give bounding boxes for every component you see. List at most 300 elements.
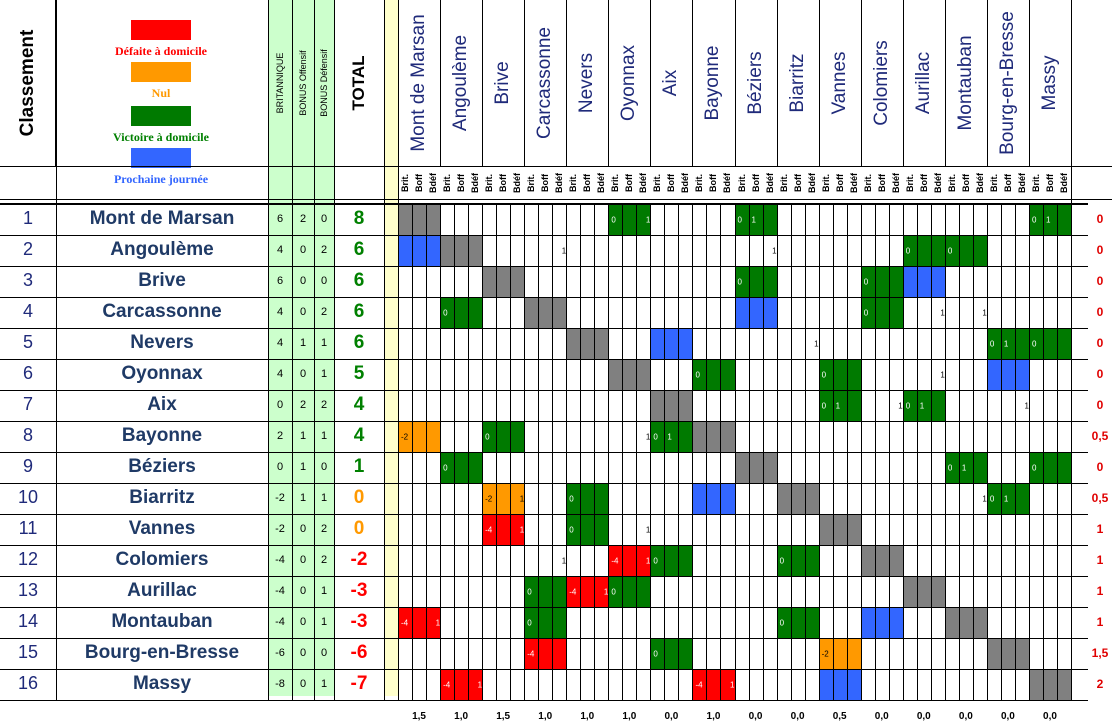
sub-header-label: Bdéf bbox=[470, 172, 481, 193]
team-column-header bbox=[735, 0, 778, 166]
match-subcell bbox=[778, 546, 792, 576]
match-cell bbox=[1029, 390, 1072, 422]
match-subcell bbox=[848, 391, 862, 421]
sub-header-label: Brit. bbox=[694, 173, 705, 192]
match-subcell bbox=[483, 298, 497, 328]
match-subcell bbox=[707, 391, 721, 421]
row-team-name: Montauban bbox=[111, 611, 213, 632]
match-cell bbox=[945, 204, 988, 236]
sub-header-label: Bdéf bbox=[890, 172, 901, 193]
match-cell bbox=[566, 638, 609, 670]
match-subcell bbox=[413, 670, 427, 700]
match-subcell bbox=[988, 546, 1002, 576]
match-subcell bbox=[511, 484, 525, 514]
row-rank: 8 bbox=[22, 425, 33, 445]
match-subcell bbox=[469, 546, 483, 576]
match-subcell bbox=[497, 329, 511, 359]
match-subcell bbox=[764, 453, 778, 483]
match-subcell bbox=[707, 453, 721, 483]
match-cell bbox=[735, 359, 778, 391]
boff-header bbox=[292, 0, 314, 166]
match-subcell bbox=[469, 515, 483, 545]
match-subcell bbox=[862, 484, 876, 514]
match-subcell bbox=[904, 205, 918, 235]
match-cell bbox=[608, 576, 651, 608]
match-cell bbox=[566, 514, 609, 546]
row-team-name: Angoulème bbox=[110, 239, 214, 260]
match-subcell bbox=[497, 298, 511, 328]
match-cell bbox=[987, 483, 1030, 515]
match-subcell-value: 1 bbox=[961, 463, 967, 473]
sub-header-label: Bdéf bbox=[1058, 172, 1069, 193]
match-subcell bbox=[820, 546, 834, 576]
match-subcell bbox=[665, 329, 679, 359]
team-column-header bbox=[524, 0, 567, 166]
match-subcell bbox=[469, 484, 483, 514]
match-subcell bbox=[834, 422, 848, 452]
match-cell bbox=[735, 638, 778, 670]
match-cell bbox=[692, 297, 735, 329]
match-subcell-value: -2 bbox=[485, 494, 493, 504]
match-cell bbox=[861, 669, 904, 701]
row-right-value: 1,5 bbox=[1091, 646, 1109, 660]
match-subcell bbox=[567, 670, 581, 700]
match-subcell bbox=[693, 360, 707, 390]
match-subcell bbox=[848, 577, 862, 607]
match-subcell bbox=[707, 484, 721, 514]
match-subcell bbox=[679, 298, 693, 328]
match-subcell bbox=[764, 236, 778, 266]
team-column-label: Bayonne bbox=[702, 45, 724, 121]
match-cell bbox=[398, 204, 441, 236]
match-subcell bbox=[792, 453, 806, 483]
match-subcell bbox=[679, 360, 693, 390]
match-cell bbox=[819, 390, 862, 422]
match-subcell bbox=[413, 360, 427, 390]
match-subcell bbox=[1016, 670, 1030, 700]
match-cell bbox=[440, 576, 483, 608]
match-subcell bbox=[525, 670, 539, 700]
match-subcell bbox=[1044, 484, 1058, 514]
match-subcell bbox=[427, 670, 441, 700]
match-subcell bbox=[497, 422, 511, 452]
match-subcell bbox=[539, 267, 553, 297]
match-subcell bbox=[1016, 236, 1030, 266]
match-subcell bbox=[1058, 670, 1072, 700]
match-subcell bbox=[511, 608, 525, 638]
match-subcell bbox=[904, 484, 918, 514]
match-cell bbox=[608, 545, 651, 577]
total-label: TOTAL bbox=[349, 55, 368, 111]
sub-header-label: Bdéf bbox=[638, 172, 649, 193]
match-cell bbox=[861, 297, 904, 329]
match-subcell bbox=[427, 577, 441, 607]
match-subcell bbox=[553, 360, 567, 390]
legend-swatch bbox=[131, 20, 191, 40]
match-subcell bbox=[483, 391, 497, 421]
match-subcell bbox=[525, 391, 539, 421]
match-subcell bbox=[399, 608, 413, 638]
match-subcell bbox=[721, 267, 735, 297]
match-cell bbox=[566, 483, 609, 515]
sub-header bbox=[468, 166, 482, 199]
match-cell bbox=[945, 328, 988, 360]
match-subcell bbox=[1016, 608, 1030, 638]
match-subcell bbox=[890, 422, 904, 452]
row-bdef: 1 bbox=[320, 337, 328, 349]
match-cell bbox=[777, 266, 820, 298]
match-subcell-value: 0 bbox=[1031, 215, 1037, 225]
match-subcell bbox=[469, 298, 483, 328]
match-subcell bbox=[721, 484, 735, 514]
match-cell bbox=[398, 514, 441, 546]
match-cell bbox=[945, 638, 988, 670]
match-cell bbox=[861, 607, 904, 639]
row-total: 0 bbox=[353, 518, 365, 539]
match-cell bbox=[945, 266, 988, 298]
match-subcell bbox=[764, 422, 778, 452]
match-subcell bbox=[890, 639, 904, 669]
row-team-name: Brive bbox=[138, 270, 186, 291]
match-subcell bbox=[539, 608, 553, 638]
match-subcell bbox=[581, 577, 595, 607]
match-subcell bbox=[1016, 267, 1030, 297]
row-team-name: Aix bbox=[147, 394, 177, 415]
match-subcell bbox=[1044, 298, 1058, 328]
match-subcell-value: 1 bbox=[898, 401, 903, 411]
match-cell bbox=[482, 545, 525, 577]
match-subcell-value: -4 bbox=[611, 556, 619, 566]
match-subcell bbox=[820, 360, 834, 390]
match-cell bbox=[861, 421, 904, 453]
match-cell bbox=[440, 235, 483, 267]
match-subcell bbox=[974, 484, 988, 514]
match-subcell bbox=[413, 515, 427, 545]
match-subcell bbox=[764, 546, 778, 576]
match-subcell bbox=[918, 391, 932, 421]
match-cell bbox=[777, 576, 820, 608]
match-subcell bbox=[764, 391, 778, 421]
match-subcell bbox=[413, 577, 427, 607]
match-subcell-value: 1 bbox=[667, 432, 672, 442]
match-subcell bbox=[679, 608, 693, 638]
boff-label: BONUS Offensif bbox=[298, 50, 308, 116]
match-subcell bbox=[764, 608, 778, 638]
sub-header bbox=[706, 166, 720, 199]
match-cell bbox=[861, 483, 904, 515]
grid-line bbox=[0, 235, 1088, 236]
match-subcell bbox=[553, 608, 567, 638]
match-subcell bbox=[764, 205, 778, 235]
classement-header bbox=[0, 0, 56, 166]
row-right-value: 0,5 bbox=[1091, 429, 1109, 443]
match-subcell-value: 1 bbox=[814, 339, 819, 349]
match-subcell bbox=[399, 360, 413, 390]
match-subcell bbox=[1016, 391, 1030, 421]
match-subcell bbox=[1058, 608, 1072, 638]
match-subcell bbox=[1058, 205, 1072, 235]
match-subcell bbox=[862, 670, 876, 700]
sub-header bbox=[412, 166, 426, 199]
match-subcell bbox=[1058, 484, 1072, 514]
match-subcell bbox=[525, 236, 539, 266]
match-subcell bbox=[609, 515, 623, 545]
row-team-name: Bayonne bbox=[121, 425, 203, 446]
row-right-value: 0 bbox=[1096, 336, 1104, 350]
match-cell bbox=[987, 204, 1030, 236]
sub-header-label: Boff bbox=[918, 173, 929, 192]
match-subcell bbox=[679, 515, 693, 545]
separator-column bbox=[384, 0, 398, 696]
match-cell bbox=[566, 607, 609, 639]
sub-header bbox=[987, 166, 1001, 199]
sub-header bbox=[636, 166, 650, 199]
match-cell bbox=[608, 421, 651, 453]
match-cell bbox=[945, 514, 988, 546]
match-subcell bbox=[918, 360, 932, 390]
match-subcell-value: 1 bbox=[982, 494, 987, 504]
match-cell bbox=[692, 638, 735, 670]
match-subcell bbox=[862, 639, 876, 669]
match-subcell bbox=[623, 577, 637, 607]
match-subcell bbox=[932, 391, 946, 421]
match-cell bbox=[482, 452, 525, 484]
match-cell bbox=[735, 545, 778, 577]
match-subcell bbox=[1058, 577, 1072, 607]
match-subcell bbox=[806, 577, 820, 607]
team-column-header bbox=[692, 0, 735, 166]
match-cell bbox=[566, 421, 609, 453]
match-cell bbox=[903, 483, 946, 515]
match-subcell bbox=[736, 608, 750, 638]
match-subcell bbox=[707, 577, 721, 607]
match-subcell bbox=[1058, 329, 1072, 359]
row-bdef: 0 bbox=[320, 647, 328, 659]
match-subcell bbox=[778, 267, 792, 297]
match-subcell bbox=[960, 360, 974, 390]
sub-header bbox=[622, 166, 636, 199]
match-subcell-value: 1 bbox=[645, 432, 651, 442]
match-subcell bbox=[693, 236, 707, 266]
match-subcell bbox=[1044, 360, 1058, 390]
match-subcell bbox=[876, 515, 890, 545]
row-brit: -4 bbox=[275, 585, 285, 597]
column-total-value: 0,0 bbox=[1000, 711, 1015, 722]
row-right-value: 0 bbox=[1096, 398, 1104, 412]
match-subcell bbox=[553, 577, 567, 607]
match-cell bbox=[440, 390, 483, 422]
match-subcell-value: -2 bbox=[821, 649, 829, 659]
match-cell bbox=[524, 235, 567, 267]
row-brit: 4 bbox=[276, 306, 284, 318]
match-subcell bbox=[441, 298, 455, 328]
match-cell bbox=[566, 669, 609, 701]
match-subcell bbox=[469, 329, 483, 359]
match-subcell bbox=[778, 391, 792, 421]
match-subcell bbox=[862, 453, 876, 483]
column-total-value: 0,5 bbox=[832, 711, 847, 722]
match-subcell bbox=[834, 639, 848, 669]
match-subcell bbox=[932, 298, 946, 328]
match-subcell bbox=[820, 515, 834, 545]
match-subcell bbox=[890, 267, 904, 297]
sub-header-label: Brit. bbox=[820, 173, 831, 192]
match-subcell bbox=[778, 205, 792, 235]
match-subcell bbox=[567, 391, 581, 421]
match-subcell bbox=[1002, 205, 1016, 235]
sub-header-label: Boff bbox=[876, 173, 887, 192]
match-cell bbox=[440, 483, 483, 515]
match-subcell bbox=[399, 515, 413, 545]
column-total-value: 0,0 bbox=[664, 711, 679, 722]
match-subcell bbox=[665, 360, 679, 390]
grid-line bbox=[0, 421, 1088, 422]
sub-header-label: Bdéf bbox=[932, 172, 943, 193]
match-subcell bbox=[750, 267, 764, 297]
match-subcell bbox=[665, 577, 679, 607]
match-subcell bbox=[806, 267, 820, 297]
match-subcell bbox=[595, 236, 609, 266]
sub-header bbox=[454, 166, 468, 199]
match-subcell bbox=[427, 329, 441, 359]
match-subcell bbox=[1030, 546, 1044, 576]
row-brit: 4 bbox=[276, 368, 284, 380]
match-subcell bbox=[567, 639, 581, 669]
match-subcell bbox=[581, 515, 595, 545]
match-cell bbox=[524, 328, 567, 360]
match-cell bbox=[1029, 452, 1072, 484]
match-subcell bbox=[623, 608, 637, 638]
grid-line bbox=[0, 266, 1088, 267]
match-subcell bbox=[609, 391, 623, 421]
match-subcell bbox=[806, 670, 820, 700]
match-subcell bbox=[974, 298, 988, 328]
match-subcell bbox=[792, 267, 806, 297]
match-subcell bbox=[525, 360, 539, 390]
match-subcell bbox=[539, 298, 553, 328]
match-subcell bbox=[511, 267, 525, 297]
brit-header bbox=[268, 0, 292, 166]
match-subcell bbox=[960, 329, 974, 359]
sub-header bbox=[931, 166, 945, 199]
sub-header-label: Boff bbox=[540, 173, 551, 192]
match-cell bbox=[819, 204, 862, 236]
match-subcell-value: -4 bbox=[485, 525, 493, 535]
sub-header-label: Brit. bbox=[526, 173, 537, 192]
match-subcell bbox=[651, 608, 665, 638]
match-subcell bbox=[511, 670, 525, 700]
match-subcell bbox=[1016, 515, 1030, 545]
sub-header bbox=[664, 166, 678, 199]
total-header bbox=[334, 0, 384, 166]
match-cell bbox=[819, 328, 862, 360]
match-subcell bbox=[1016, 577, 1030, 607]
match-subcell bbox=[693, 484, 707, 514]
match-subcell bbox=[609, 267, 623, 297]
match-subcell bbox=[651, 453, 665, 483]
match-subcell bbox=[637, 484, 651, 514]
match-subcell bbox=[750, 205, 764, 235]
match-cell bbox=[440, 359, 483, 391]
match-subcell bbox=[1002, 329, 1016, 359]
sub-header bbox=[524, 166, 538, 199]
match-subcell bbox=[1016, 298, 1030, 328]
match-subcell bbox=[750, 453, 764, 483]
team-column-label: Aurillac bbox=[912, 51, 934, 115]
match-subcell bbox=[511, 360, 525, 390]
match-cell bbox=[777, 514, 820, 546]
match-cell bbox=[440, 514, 483, 546]
match-cell bbox=[735, 266, 778, 298]
match-subcell bbox=[679, 577, 693, 607]
match-subcell bbox=[1058, 267, 1072, 297]
match-subcell bbox=[1002, 484, 1016, 514]
match-subcell bbox=[567, 360, 581, 390]
match-subcell bbox=[483, 236, 497, 266]
match-subcell bbox=[1030, 391, 1044, 421]
match-subcell bbox=[736, 639, 750, 669]
match-subcell bbox=[637, 453, 651, 483]
match-subcell bbox=[483, 422, 497, 452]
match-subcell bbox=[413, 484, 427, 514]
match-subcell bbox=[848, 267, 862, 297]
row-rank: 7 bbox=[22, 394, 33, 414]
sub-header bbox=[973, 166, 987, 199]
match-subcell bbox=[736, 267, 750, 297]
match-cell bbox=[650, 669, 693, 701]
match-subcell bbox=[974, 329, 988, 359]
match-subcell bbox=[988, 391, 1002, 421]
row-rank: 13 bbox=[17, 580, 39, 600]
match-subcell-value: -2 bbox=[401, 432, 409, 442]
match-subcell bbox=[441, 577, 455, 607]
match-subcell bbox=[918, 608, 932, 638]
match-subcell-value: 1 bbox=[645, 215, 651, 225]
team-column-header bbox=[650, 0, 693, 166]
match-subcell bbox=[1002, 391, 1016, 421]
match-subcell bbox=[918, 515, 932, 545]
match-subcell bbox=[946, 484, 960, 514]
match-subcell bbox=[806, 639, 820, 669]
row-team-name: Bourg-en-Bresse bbox=[84, 642, 240, 663]
match-subcell-value: 0 bbox=[863, 308, 869, 318]
match-subcell bbox=[932, 608, 946, 638]
match-cell bbox=[735, 607, 778, 639]
match-subcell-value: 0 bbox=[569, 494, 574, 504]
row-total: -3 bbox=[350, 611, 368, 632]
match-subcell bbox=[609, 298, 623, 328]
row-total: 8 bbox=[353, 208, 365, 229]
match-subcell bbox=[679, 546, 693, 576]
match-subcell bbox=[399, 422, 413, 452]
match-subcell bbox=[637, 391, 651, 421]
row-right-value: 1 bbox=[1096, 522, 1104, 536]
match-subcell bbox=[483, 453, 497, 483]
match-subcell-value: 1 bbox=[519, 494, 525, 504]
match-cell bbox=[482, 607, 525, 639]
match-subcell bbox=[876, 329, 890, 359]
match-cell bbox=[1029, 514, 1072, 546]
grid-line bbox=[0, 166, 1112, 167]
match-subcell bbox=[539, 205, 553, 235]
match-subcell bbox=[721, 670, 735, 700]
match-subcell bbox=[483, 515, 497, 545]
match-subcell bbox=[778, 608, 792, 638]
sub-header bbox=[650, 166, 664, 199]
match-subcell bbox=[764, 267, 778, 297]
match-cell bbox=[777, 235, 820, 267]
match-subcell bbox=[427, 236, 441, 266]
